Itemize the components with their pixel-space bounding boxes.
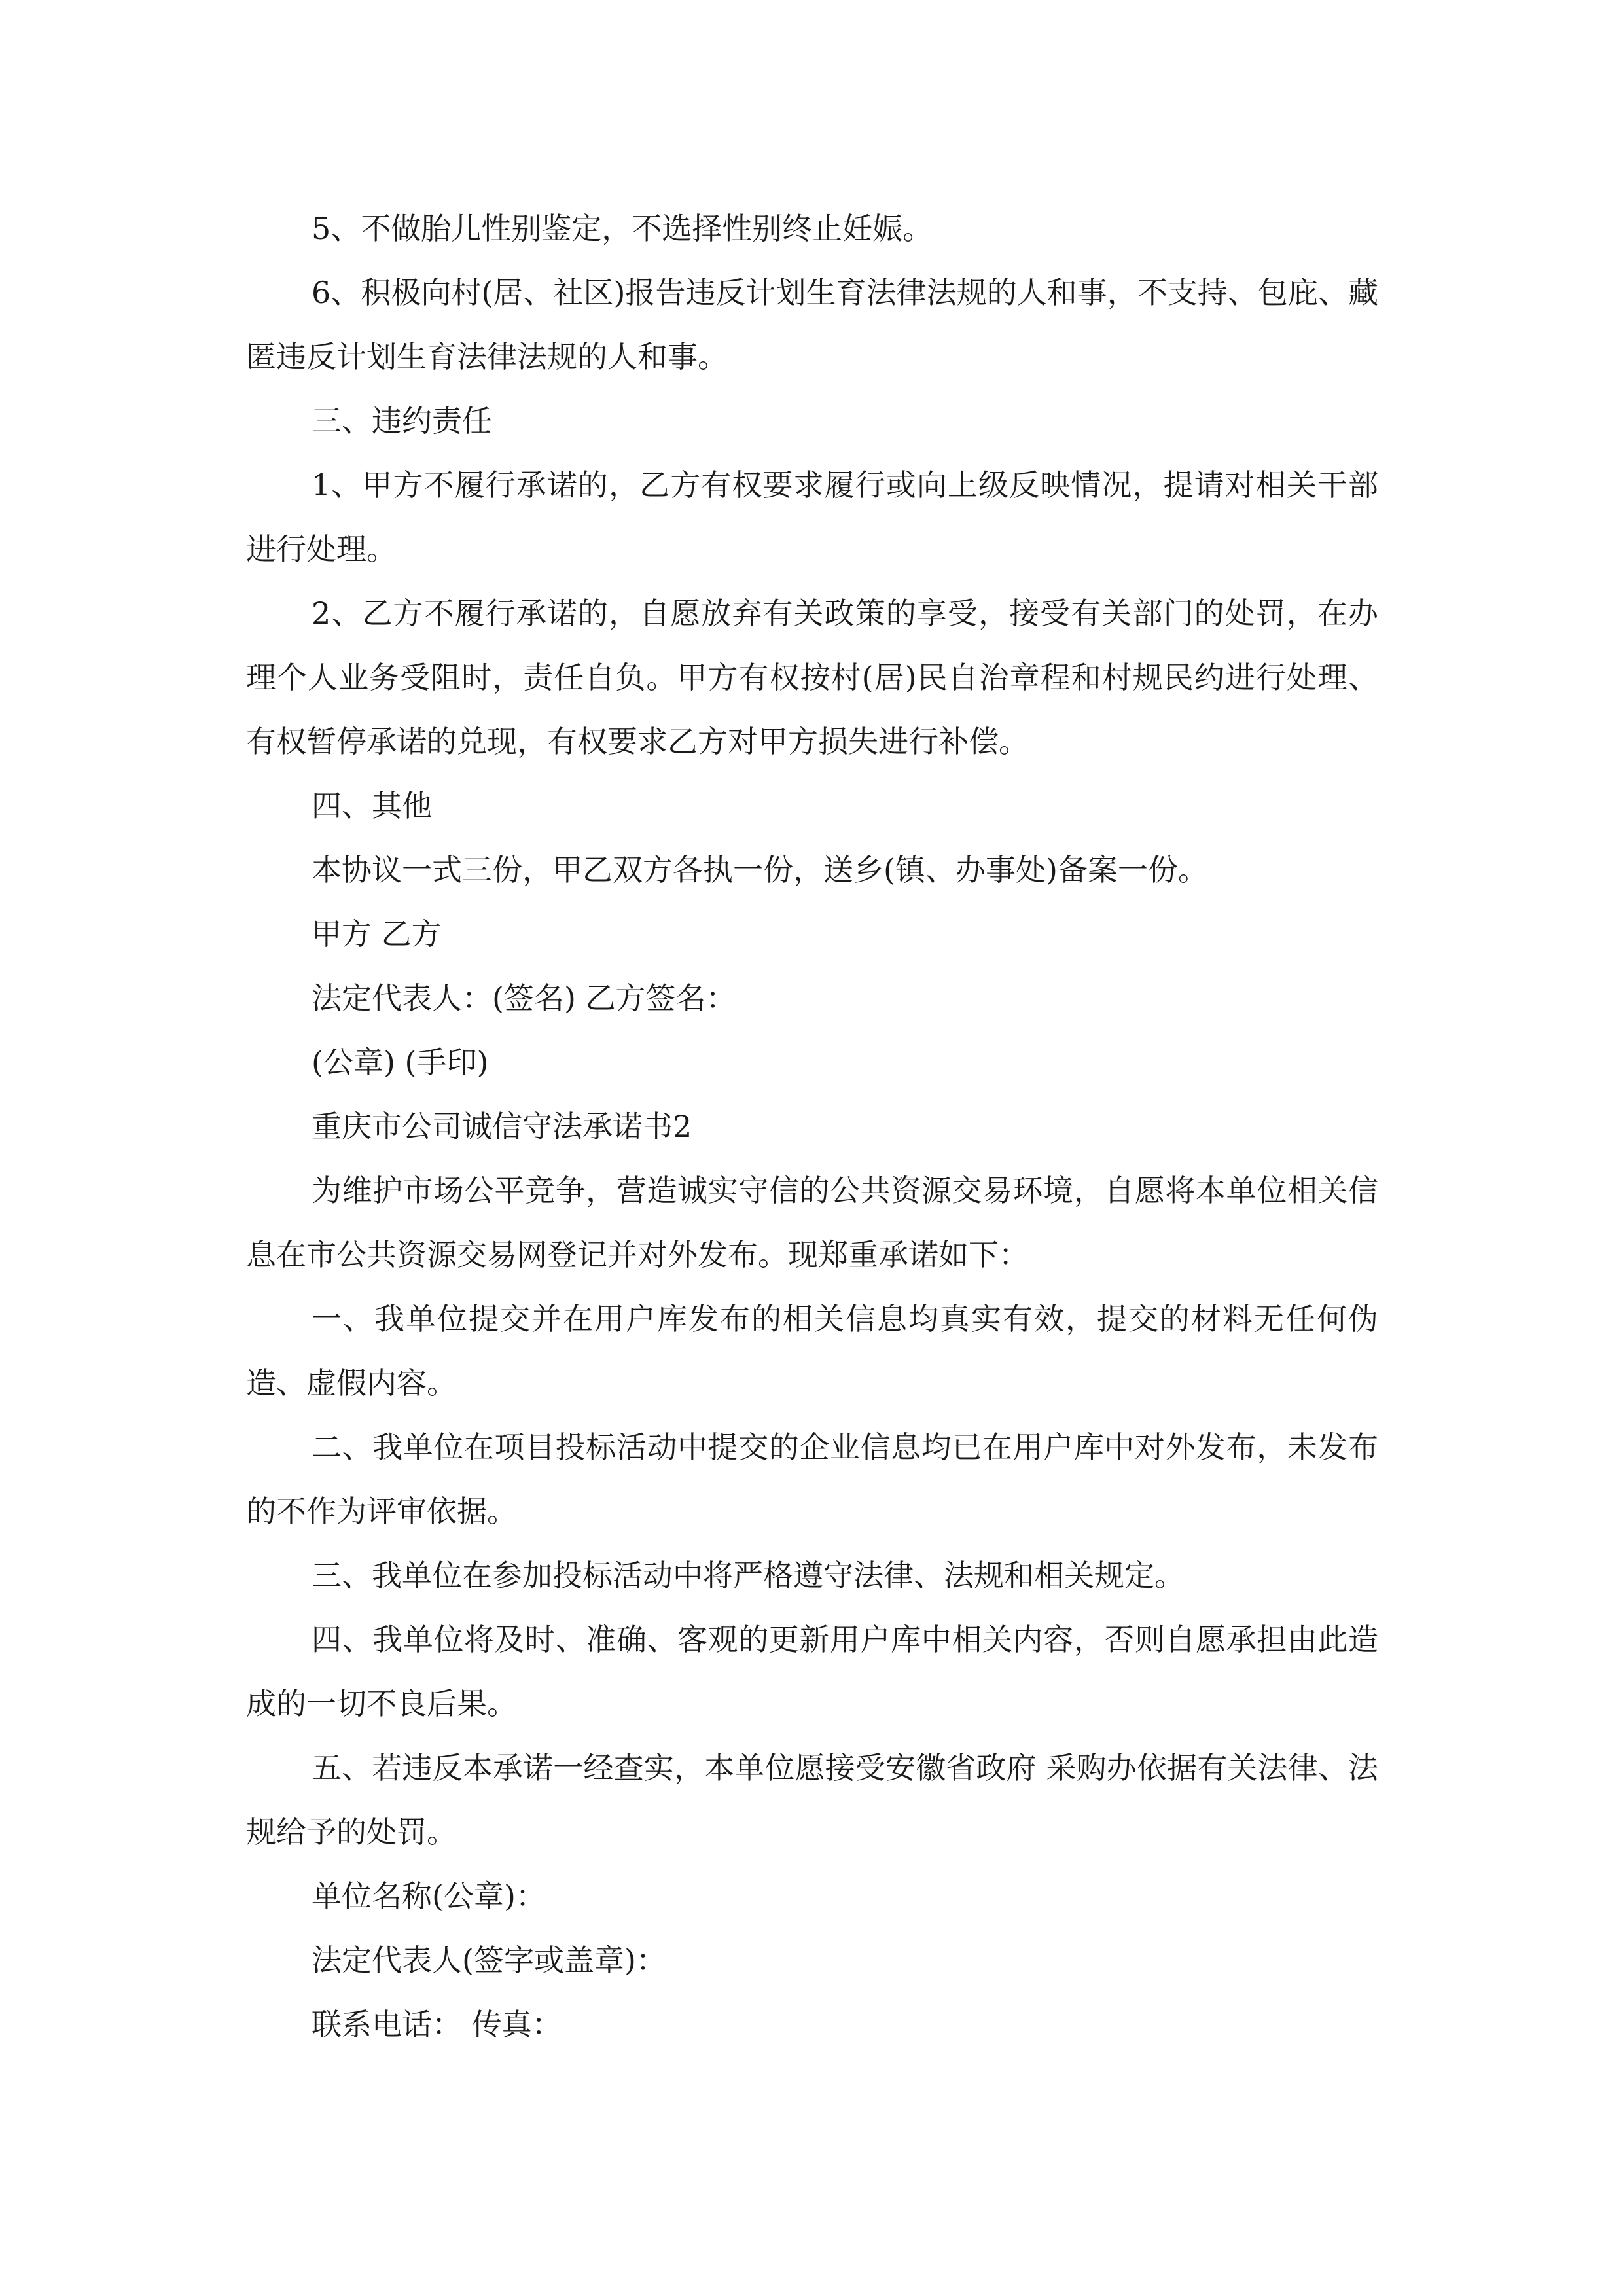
document-title: 重庆市公司诚信守法承诺书2 (312, 1109, 692, 1144)
signature-line: 法定代表人：(签名) 乙方签名： (312, 980, 736, 1016)
paragraph: 三、我单位在参加投标活动中将严格遵守法律、法规和相关规定。 (312, 1558, 1185, 1593)
document-body (246, 196, 1378, 2056)
form-field-unit-name: 单位名称(公章)： (312, 1878, 546, 1914)
paragraph: 2、乙方不履行承诺的，自愿放弃有关政策的享受，接受有关部门的处罚，在办理个人业务受阻时，责任自负。甲方有权按村(居)民自治章程和村规民约进行处理、有权暂停承诺的兑现，有权要求乙方对甲方损失进行补偿。 (246, 596, 1378, 759)
paragraph: 五、若违反本承诺一经查实，本单位愿接受安徽省政府 采购办依据有关法律、法规给予的处罚。 (246, 1750, 1378, 1850)
paragraph: 6、积极向村(居、社区)报告违反计划生育法律法规的人和事，不支持、包庇、藏匿违反计划生育法律法规的人和事。 (246, 275, 1378, 374)
paragraph: 本协议一式三份，甲乙双方各执一份，送乡(镇、办事处)备案一份。 (312, 852, 1208, 888)
signature-parties: 甲方 乙方 (312, 916, 442, 952)
section-heading: 四、其他 (312, 788, 432, 823)
paragraph: 为维护市场公平竞争，营造诚实守信的公共资源交易环境，自愿将本单位相关信息在市公共资源交易网登记并对外发布。现郑重承诺如下： (246, 1173, 1378, 1272)
paragraph: 四、我单位将及时、准确、客观的更新用户库中相关内容，否则自愿承担由此造成的一切不良后果。 (246, 1622, 1378, 1721)
form-field-legal-rep: 法定代表人(签字或盖章)： (312, 1943, 666, 1978)
paragraph: 1、甲方不履行承诺的，乙方有权要求履行或向上级反映情况，提请对相关干部进行处理。 (246, 467, 1378, 567)
form-field-contact: 联系电话： 传真： (312, 2007, 562, 2042)
paragraph: 5、不做胎儿性别鉴定，不选择性别终止妊娠。 (312, 211, 933, 246)
section-heading: 三、违约责任 (312, 403, 492, 439)
paragraph: 二、我单位在项目投标活动中提交的企业信息均已在用户库中对外发布，未发布的不作为评审依据。 (246, 1429, 1378, 1529)
paragraph: 一、我单位提交并在用户库发布的相关信息均真实有效，提交的材料无任何伪造、虚假内容。 (246, 1301, 1378, 1401)
seal-line: (公章) (手印) (312, 1045, 489, 1080)
